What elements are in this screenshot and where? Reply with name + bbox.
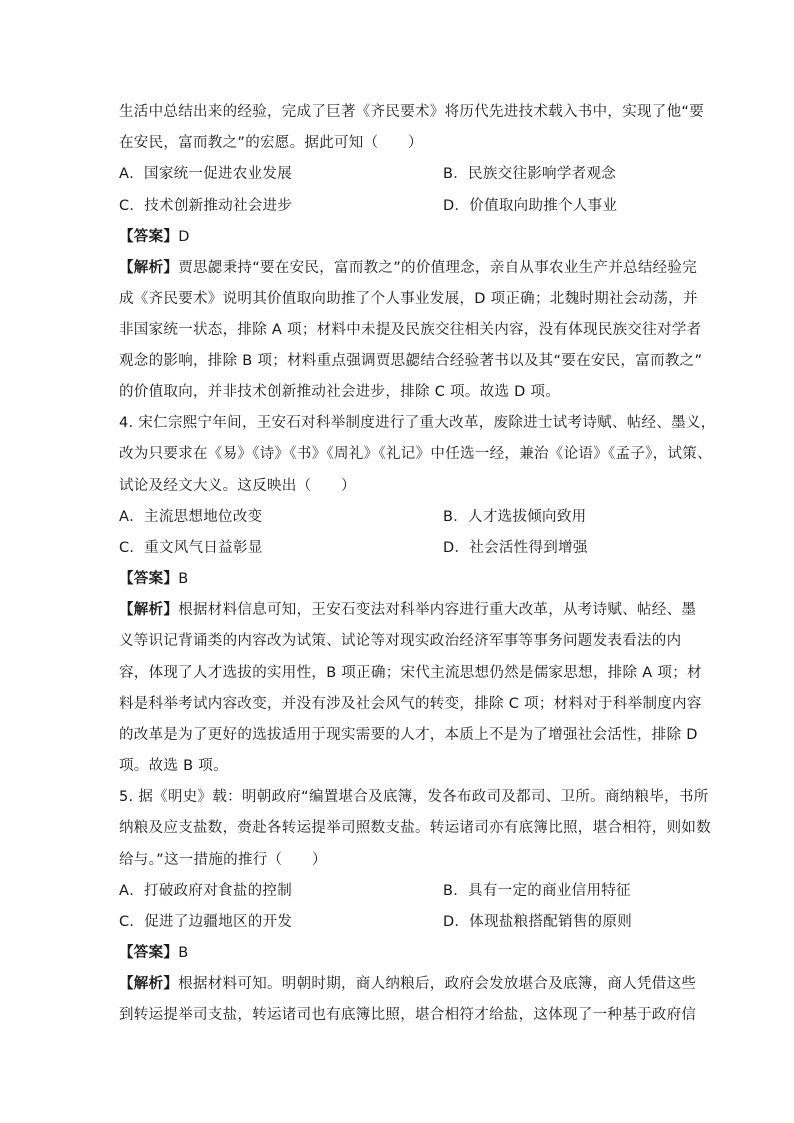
- q5-analysis-line: 到转运提举司支盐，转运诸司也有底簿比照，堪合相符才给盐，这体现了一种基于政府信: [119, 1007, 697, 1023]
- q3-analysis-line: 非国家统一状态，排除 A 项；材料中未提及民族交往相关内容，没有体现民族交往对学者: [119, 322, 702, 338]
- q3-analysis-line: 成《齐民要术》说明其价值取向助推了个人事业发展，D 项正确；北魏时期社会动荡，并: [119, 291, 698, 307]
- q4-analysis-line: 项。故选 B 项。: [119, 758, 228, 774]
- q5-analysis-line: [119, 974, 696, 994]
- q3-option-c: C．技术创新推动社会进步: [119, 198, 293, 214]
- q3-option-a: A．国家统一促进农业发展: [119, 166, 293, 182]
- q5-option-b: B．具有一定的商业信用特征: [443, 883, 631, 899]
- q4-analysis-line: 义等识记背诵类的内容改为试策、试论等对现实政治经济军事等事务问题发表看法的内: [119, 633, 682, 649]
- answer-tag: 【答案】: [119, 945, 179, 961]
- q3-option-d: D．价值取向助推个人事业: [443, 198, 618, 214]
- answer-tag: 【答案】: [119, 229, 179, 245]
- q5-option-d: D．体现盐粮搭配销售的原则: [443, 914, 633, 930]
- q3-option-b: B．民族交往影响学者观念: [443, 166, 617, 182]
- q4-analysis-line: 的改革是为了更好的选拔适用于现实需要的人才，本质上不是为了增强社会活性，排除 D: [119, 727, 698, 743]
- q3-analysis-line: 观念的影响，排除 B 项；材料重点强调贾思勰结合经验著书以及其“要在安民，富而教之”: [119, 353, 703, 369]
- answer-value: B: [178, 945, 189, 961]
- analysis-tag: 【解析】: [119, 976, 179, 992]
- q4-stem-line: 试论及经文大义。这反映出（ ）: [119, 478, 356, 494]
- q5-option-c: C．促进了边疆地区的开发: [119, 914, 293, 930]
- analysis-tag: 【解析】: [119, 260, 179, 276]
- q4-stem-line: 4. 宋仁宗熙宁年间，王安石对科举制度进行了重大改革，废除进士试考诗赋、帖经、墨义，: [119, 415, 716, 431]
- q3-analysis-line: 的价值取向，并非技术创新推动社会进步，排除 C 项。故选 D 项。: [119, 384, 561, 400]
- q4-analysis-line: 容，体现了人才选拔的实用性，B 项正确；宋代主流思想仍然是儒家思想，排除 A 项；材: [119, 665, 702, 681]
- q4-option-c: C．重文风气日益彰显: [119, 540, 263, 556]
- analysis-text: 根据材料信息可知，王安石变法对科举内容进行重大改革，从考诗赋、帖经、墨: [178, 602, 697, 618]
- answer-value: D: [178, 229, 190, 245]
- analysis-text: 贾思勰秉持“要在安民，富而教之”的价值理念，亲自从事农业生产并总结经验完: [178, 260, 698, 276]
- q5-stem-line: 纳粮及应支盐数，赍赴各转运提举司照数支盐。转运诸司亦有底簿比照，堪合相符，则如数: [119, 820, 711, 836]
- q4-analysis-line: [119, 600, 696, 620]
- q5-option-a: A．打破政府对食盐的控制: [119, 883, 293, 899]
- q4-option-d: D．社会活性得到增强: [443, 540, 588, 556]
- q3-answer: [119, 227, 190, 247]
- q5-stem-line: 给与。”这一措施的推行（ ）: [119, 852, 327, 868]
- answer-value: B: [178, 571, 189, 587]
- q3-stem-line: 在安民，富而教之”的宏愿。据此可知（ ）: [119, 135, 423, 151]
- answer-tag: 【答案】: [119, 571, 179, 587]
- q5-answer: [119, 943, 188, 963]
- q5-stem-line: 5. 据《明史》载：明朝政府“编置堪合及底簿，发各布政司及都司、卫所。商纳粮毕，书所: [119, 789, 709, 805]
- q4-answer: [119, 569, 188, 589]
- q4-stem-line: 改为只要求在《易》《诗》《书》《周礼》《礼记》中任选一经，兼治《论语》《孟子》，试策、: [119, 446, 712, 462]
- q4-option-a: A．主流思想地位改变: [119, 509, 263, 525]
- q3-stem-line: 生活中总结出来的经验，完成了巨著《齐民要术》将历代先进技术载入书中，实现了他“要: [119, 104, 705, 120]
- analysis-text: 根据材料可知。明朝时期，商人纳粮后，政府会发放堪合及底簿，商人凭借这些: [178, 976, 697, 992]
- q4-analysis-line: 料是科举考试内容改变，并没有涉及社会风气的转变，排除 C 项；材料对于科举制度内容: [119, 696, 702, 712]
- q4-option-b: B．人才选拔倾向致用: [443, 509, 587, 525]
- q3-analysis-line: [119, 258, 697, 278]
- analysis-tag: 【解析】: [119, 602, 179, 618]
